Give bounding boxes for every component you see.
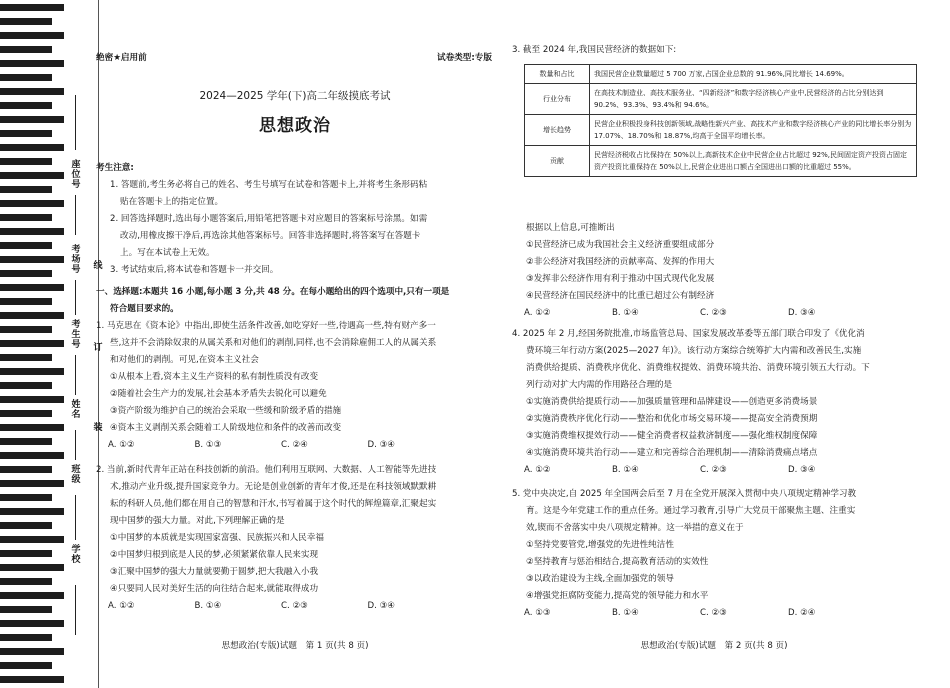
- answer-options: [512, 605, 916, 622]
- label-line: [75, 195, 76, 235]
- note-line: 改动,用橡皮擦干净后,再选涂其他答案标号。回答非选择题时,将答案写在答题卡: [120, 231, 421, 241]
- binding-stripe: [0, 214, 52, 221]
- statement: ①从根本上看,资本主义生产资料的私有制性质没有改变: [110, 372, 319, 382]
- statement: ④只要同人民对美好生活的向往结合起来,就能取得成功: [110, 584, 319, 594]
- statement: ④增强党拒腐防变能力,提高党的领导能力和水平: [526, 591, 709, 601]
- statement: ③发挥非公经济作用有利于推动中国式现代化发展: [526, 274, 715, 284]
- question-3: [512, 220, 916, 322]
- binding-stripe: [0, 522, 52, 529]
- binding-stripe: [0, 382, 52, 389]
- answer-options: [96, 598, 494, 615]
- stem-line: 2. 当前,新时代青年正站在科技创新的前沿。他们利用互联网、大数据、人工智能等先进技: [96, 465, 437, 475]
- table-row: [525, 146, 917, 177]
- statement: ①民营经济已成为我国社会主义经济重要组成部分: [526, 240, 715, 250]
- question-2: [96, 462, 494, 615]
- statement: ①实施消费供给提质行动——加强质量管理和品牌建设——创造更多消费场景: [526, 397, 818, 407]
- option-b[interactable]: B. ①④: [612, 465, 639, 475]
- binding-stripe: [0, 130, 52, 137]
- option-b[interactable]: B. ①④: [612, 608, 639, 618]
- stem-line: 列行动对扩大内需的作用路径合理的是: [526, 380, 673, 390]
- binding-stripe: [0, 340, 64, 347]
- statement: ③实施消费维权提效行动——健全消费者权益救济制度——强化维权制度保障: [526, 431, 818, 441]
- binding-stripe: [0, 284, 64, 291]
- binding-label-name: 姓名: [71, 400, 81, 420]
- binding-stripe: [0, 354, 52, 361]
- q3-stem: [512, 42, 916, 59]
- binding-stripe: [0, 550, 52, 557]
- option-a[interactable]: A. ①②: [524, 465, 551, 475]
- binding-stripe: [0, 648, 64, 655]
- table-body-cell: 在高技术制造业、高技术服务业、“四新经济”和数字经济核心产业中,民营经济的占比分别达到 90.2%、93.3%、93.4%和 94.6%。: [590, 84, 917, 115]
- table-row: [525, 115, 917, 146]
- statement: ②随着社会生产力的发展,社会基本矛盾失去锐化可以避免: [110, 389, 327, 399]
- binding-stripe: [0, 60, 64, 67]
- option-a[interactable]: A. ①②: [524, 308, 551, 318]
- binding-stripe: [0, 662, 52, 669]
- binding-stripes: [0, 0, 68, 688]
- note-line: 3. 考试结束后,将本试卷和答题卡一并交回。: [110, 265, 279, 275]
- subject-title: 思想政治: [259, 116, 331, 136]
- exam-title: 2024—2025 学年(下)高二年级摸底考试: [199, 90, 391, 102]
- binding-stripe: [0, 256, 64, 263]
- stem-line: 现中国梦的强大力量。对此,下列理解正确的是: [110, 516, 285, 526]
- binding-stripe: [0, 634, 52, 641]
- stem-line: 耘的科研人员,他们都在用自己的智慧和汗水,书写着属于这个时代的辉煌篇章,汇聚起实: [110, 499, 437, 509]
- table-body-cell: 民营企业积极投身科技创新领域,战略性新兴产业、高技术产业和数字经济核心产业的同比增长率分别为 17.07%、18.70%和 18.87%,均高于全国平均增长率。: [590, 115, 917, 146]
- table-head-cell: 贡献: [525, 146, 590, 177]
- stem-line: 4. 2025 年 2 月,经国务院批准,市场监管总局、国家发展改革委等五部门联合印发了《优化消: [512, 329, 865, 339]
- option-d[interactable]: D. ③④: [788, 308, 816, 318]
- label-line: [75, 585, 76, 635]
- option-c[interactable]: C. ②③: [700, 465, 727, 475]
- answer-options: [512, 462, 916, 479]
- question-1: [96, 318, 494, 454]
- statement: ④实施消费环境共治行动——建立和完善综合治理机制——清除消费痛点堵点: [526, 448, 818, 458]
- binding-stripe: [0, 410, 52, 417]
- note-line: 上。写在本试卷上无效。: [120, 248, 215, 258]
- section-line: 一、选择题:本题共 16 小题,每小题 3 分,共 48 分。在每小题给出的四个选项中,只有一项是: [96, 287, 450, 297]
- option-c[interactable]: C. ②③: [700, 608, 727, 618]
- answer-options: [512, 305, 916, 322]
- binding-stripe: [0, 676, 64, 683]
- binding-stripe: [0, 18, 52, 25]
- option-d[interactable]: D. ③④: [367, 440, 395, 450]
- table-row: [525, 84, 917, 115]
- secrecy-label: 绝密★启用前: [96, 53, 147, 63]
- page-left: [96, 0, 494, 688]
- note-line: 1. 答题前,考生务必将自己的姓名、考生号填写在试卷和答题卡上,并将考生条形码粘: [110, 180, 428, 190]
- binding-stripe: [0, 438, 52, 445]
- binding-stripe: [0, 452, 64, 459]
- stem-line: 5. 党中央决定,自 2025 年全国两会后至 7 月在全党开展深入贯彻中央八项规定精神学习教: [512, 489, 857, 499]
- binding-stripe: [0, 228, 64, 235]
- binding-stripe: [0, 494, 52, 501]
- label-line: [75, 495, 76, 540]
- binding-label-class: 班级: [71, 465, 81, 485]
- table-head-cell: 行业分布: [525, 84, 590, 115]
- binding-stripe: [0, 116, 64, 123]
- option-d[interactable]: D. ③④: [367, 601, 395, 611]
- table-body-cell: 民营经济税收占比保持在 50%以上,高新技术企业中民营企业占比超过 92%,民间固定资产投资占固定资产投资比重保持在 50%以上,民营企业进出口额占全国进出口额的比重超过 55%。: [590, 146, 917, 177]
- option-c[interactable]: C. ②③: [700, 308, 727, 318]
- binding-stripe: [0, 564, 64, 571]
- note-line: 贴在答题卡上的指定位置。: [120, 197, 224, 207]
- statement: ①坚持党要管党,增强党的先进性纯洁性: [526, 540, 674, 550]
- option-b[interactable]: B. ①③: [194, 440, 222, 450]
- binding-stripe: [0, 144, 64, 151]
- option-a[interactable]: A. ①③: [524, 608, 551, 618]
- label-line: [75, 355, 76, 395]
- candidate-notes: [96, 160, 494, 279]
- option-a[interactable]: A. ①②: [108, 440, 135, 450]
- seal-char-bind: 订: [93, 343, 103, 353]
- section-line: 符合题目要求的。: [110, 304, 179, 314]
- binding-stripe: [0, 508, 64, 515]
- stem-line: 和对他们的剥削。可见,在资本主义社会: [110, 355, 259, 365]
- binding-stripe: [0, 186, 52, 193]
- binding-stripe: [0, 46, 52, 53]
- statement: ①中国梦的本质就是实现国家富强、民族振兴和人民幸福: [110, 533, 324, 543]
- option-b[interactable]: B. ①④: [612, 308, 639, 318]
- page-footer: 思想政治(专版)试题 第 2 页(共 8 页): [640, 641, 788, 651]
- statement: ②中国梦归根到底是人民的梦,必须紧紧依靠人民来实现: [110, 550, 319, 560]
- stem-line: 效,锲而不舍落实中央八项规定精神。这一举措的意义在于: [526, 523, 744, 533]
- statement: ②实施消费秩序优化行动——整治和优化市场交易环境——提高安全消费预期: [526, 414, 818, 424]
- label-line: [75, 430, 76, 460]
- statement: ②坚持教育与惩治相结合,提高教育活动的实效性: [526, 557, 709, 567]
- binding-stripe: [0, 74, 52, 81]
- page-right: [512, 0, 916, 688]
- binding-stripe: [0, 466, 52, 473]
- stem-line: 费环境三年行动方案(2025—2027 年)》。该行动方案综合统筹扩大内需和改善民生,实施: [526, 346, 862, 356]
- binding-stripe: [0, 578, 52, 585]
- option-b[interactable]: B. ①④: [194, 601, 222, 611]
- stem-line: 1. 马克思在《资本论》中指出,即使生活条件改善,如吃穿好一些,待遇高一些,特有财产多一: [96, 321, 436, 331]
- stem-line: 些,这并不会消除奴隶的从属关系和对他们的剥削,同样,也不会消除雇佣工人的从属关系: [110, 338, 437, 348]
- label-line: [75, 95, 76, 150]
- option-c[interactable]: C. ②③: [281, 601, 308, 611]
- page-footer: 思想政治(专版)试题 第 1 页(共 8 页): [221, 641, 369, 651]
- binding-stripe: [0, 396, 64, 403]
- question-4: [512, 326, 916, 479]
- binding-stripe: [0, 326, 52, 333]
- binding-stripe: [0, 368, 64, 375]
- binding-stripe: [0, 606, 52, 613]
- binding-stripe: [0, 312, 64, 319]
- binding-stripe: [0, 298, 52, 305]
- binding-stripe: [0, 4, 64, 11]
- question-5: [512, 486, 916, 622]
- label-line: [75, 280, 76, 315]
- notes-title: 考生注意:: [96, 163, 134, 173]
- table-row: [525, 65, 917, 84]
- table-head-cell: 数量和占比: [525, 65, 590, 84]
- paper-type: 试卷类型:专版: [437, 53, 492, 63]
- option-d[interactable]: D. ③④: [788, 465, 816, 475]
- binding-stripe: [0, 424, 64, 431]
- statement: ③资产阶级为维护自己的统治会采取一些缓和阶级矛盾的措施: [110, 406, 342, 416]
- binding-label-seat: 座位号: [71, 160, 81, 190]
- option-d[interactable]: D. ②④: [788, 608, 816, 618]
- stem-line: 消费供给提质、消费秩序优化、消费维权提效、消费环境共治、消费环境引领五大行动。下: [526, 363, 870, 373]
- answer-options: [96, 437, 494, 454]
- seal-char-pack: 装: [93, 423, 103, 433]
- statement: ②非公经济对我国经济的贡献率高、发挥的作用大: [526, 257, 715, 267]
- stem-line: 术,推动产业升级,提升国家竞争力。无论是创业创新的青年才俊,还是在科技领域默默耕: [110, 482, 437, 492]
- binding-stripe: [0, 536, 64, 543]
- binding-label-room: 考场号: [71, 245, 81, 275]
- binding-stripe: [0, 158, 52, 165]
- private-economy-table: [524, 64, 917, 177]
- binding-stripe: [0, 102, 52, 109]
- binding-stripe: [0, 592, 64, 599]
- stem-line: 育。这是今年党建工作的重点任务。通过学习教育,引导广大党员干部聚焦主题、注重实: [526, 506, 856, 516]
- note-line: 2. 回答选择题时,选出每小题答案后,用铅笔把答题卡对应题目的答案标号涂黑。如需: [110, 214, 428, 224]
- binding-stripe: [0, 172, 64, 179]
- binding-stripe: [0, 200, 64, 207]
- binding-label-candidate-no: 考生号: [71, 320, 81, 350]
- binding-stripe: [0, 270, 52, 277]
- binding-label-school: 学校: [71, 545, 81, 565]
- statement: ④民营经济在国民经济中的比重已超过公有制经济: [526, 291, 715, 301]
- option-c[interactable]: C. ②④: [281, 440, 308, 450]
- table-body-cell: 我国民营企业数量超过 5 700 万家,占国企业总数的 91.96%,同比增长 14.69%。: [590, 65, 917, 84]
- statement: ④资本主义剥削关系会随着工人阶级地位和条件的改善而改变: [110, 423, 342, 433]
- statement: ③以政治建设为主线,全面加强党的领导: [526, 574, 674, 584]
- binding-stripe: [0, 620, 64, 627]
- table-head-cell: 增长趋势: [525, 115, 590, 146]
- binding-stripe: [0, 88, 64, 95]
- statement: ③汇聚中国梦的强大力量就要勤于圆梦,把大我融入小我: [110, 567, 319, 577]
- stem-line: 3. 截至 2024 年,我国民营经济的数据如下:: [512, 45, 677, 55]
- section-heading: [96, 284, 494, 318]
- binding-stripe: [0, 32, 64, 39]
- option-a[interactable]: A. ①②: [108, 601, 135, 611]
- seal-char-line: 线: [93, 261, 103, 271]
- binding-stripe: [0, 480, 64, 487]
- binding-stripe: [0, 242, 52, 249]
- stem-line: 根据以上信息,可推断出: [526, 223, 615, 233]
